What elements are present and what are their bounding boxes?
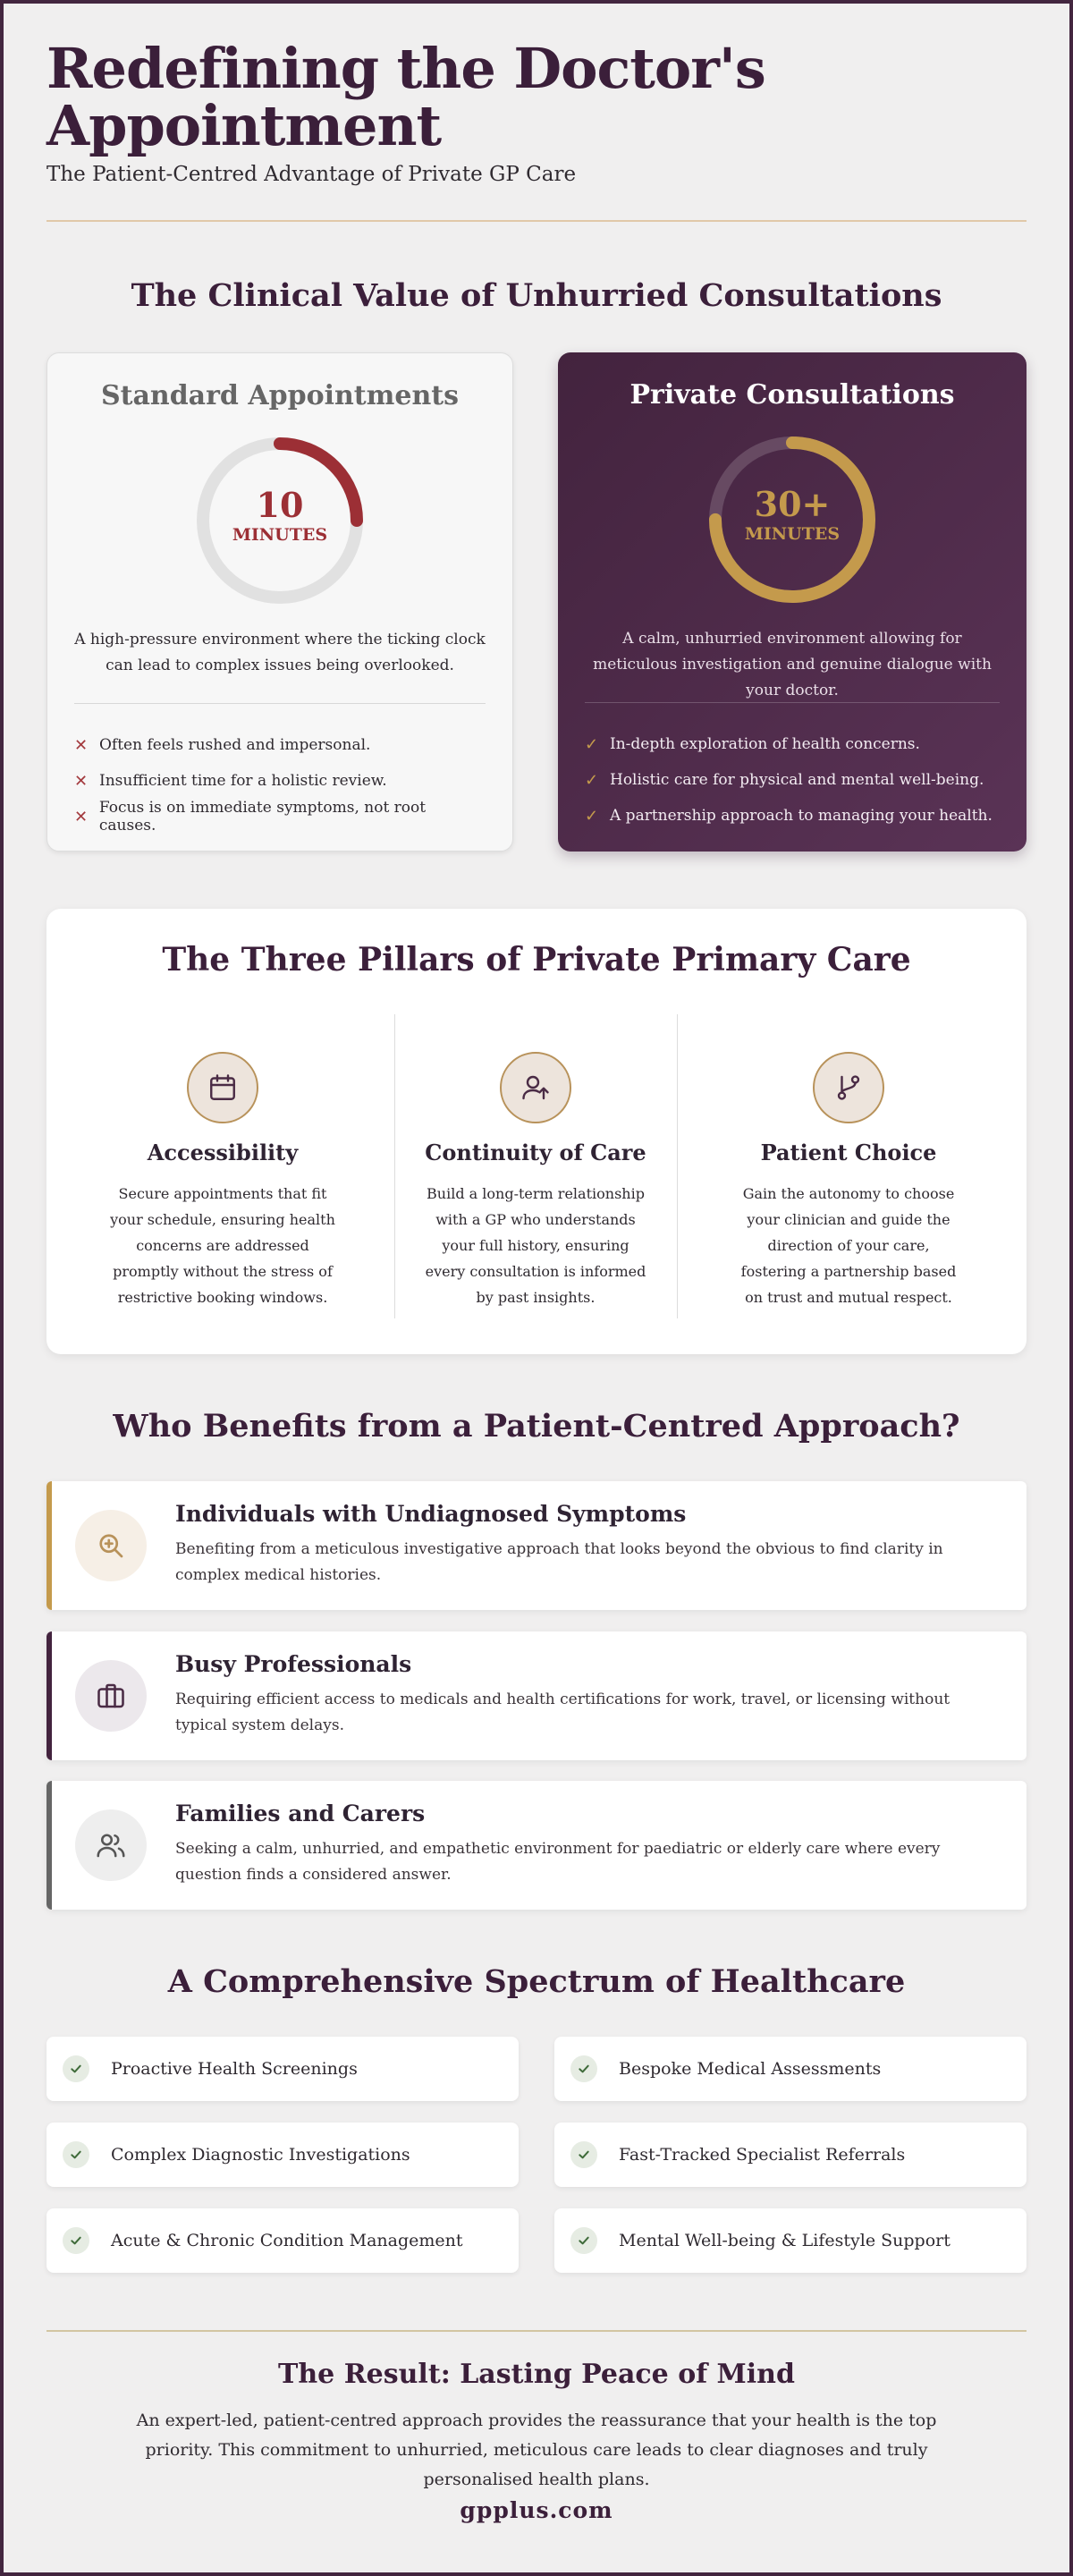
standard-minutes-unit: MINUTES bbox=[232, 525, 328, 545]
pillar-text: Secure appointments that fit your schedule, ensuring health concerns are addressed promptly without the stress of restrictive booking windows. bbox=[110, 1185, 335, 1306]
list-item bbox=[74, 727, 486, 763]
pillars-panel bbox=[46, 909, 1027, 1354]
service-item bbox=[554, 2037, 1027, 2101]
pillar-text: Gain the autonomy to choose your clinician and guide the direction of your care, fostering a partnership based on trust and mutual respect. bbox=[740, 1185, 957, 1306]
check-icon bbox=[570, 2141, 597, 2168]
point-text: A partnership approach to managing your health. bbox=[610, 807, 993, 825]
service-label: Fast-Tracked Specialist Referrals bbox=[619, 2145, 906, 2165]
list-item bbox=[585, 762, 1000, 798]
pillar-continuity bbox=[395, 1014, 676, 1318]
standard-points-list bbox=[74, 727, 486, 835]
check-icon bbox=[63, 2055, 89, 2082]
point-text: Insufficient time for a holistic review. bbox=[99, 772, 387, 790]
pillar-accessibility bbox=[82, 1014, 363, 1318]
benefit-text: Seeking a calm, unhurried, and empathetic environment for paediatric or elderly care where every question finds a considered answer. bbox=[175, 1840, 941, 1884]
private-minutes-unit: MINUTES bbox=[744, 524, 841, 544]
private-minutes-value: 30+ bbox=[754, 484, 831, 524]
standard-card-divider bbox=[74, 703, 486, 704]
result-title: The Result: Lasting Peace of Mind bbox=[278, 2359, 795, 2390]
benefit-accent-bar bbox=[46, 1481, 52, 1610]
standard-appointments-card bbox=[46, 352, 513, 852]
service-label: Complex Diagnostic Investigations bbox=[111, 2145, 410, 2165]
benefit-text: Requiring efficient access to medicals and health certifications for work, travel, or licensing without typical system delays. bbox=[175, 1690, 950, 1734]
service-item bbox=[554, 2123, 1027, 2187]
check-icon bbox=[63, 2227, 89, 2254]
list-item bbox=[74, 763, 486, 799]
standard-minutes-value: 10 bbox=[256, 485, 304, 525]
benefit-text: Benefiting from a meticulous investigative approach that looks beyond the obvious to find clarity in complex medical histories. bbox=[175, 1540, 943, 1584]
check-icon: ✓ bbox=[585, 770, 599, 790]
point-text: Holistic care for physical and mental well-being. bbox=[610, 771, 984, 789]
user-arrow-icon bbox=[500, 1052, 571, 1123]
pillar-title: Patient Choice bbox=[760, 1140, 937, 1165]
pillar-divider bbox=[677, 1014, 678, 1318]
pillar-title: Continuity of Care bbox=[425, 1140, 646, 1165]
page-title: Redefining the Doctor's Appointment bbox=[46, 36, 765, 158]
cross-icon: ✕ bbox=[74, 807, 89, 826]
benefit-busy-professionals bbox=[46, 1631, 1027, 1760]
check-icon: ✓ bbox=[585, 734, 599, 754]
service-label: Mental Well-being & Lifestyle Support bbox=[619, 2231, 950, 2250]
result-text: An expert-led, patient-centred approach provides the reassurance that your health is the top priority. This commitment to unhurried, meticulous care leads to clear diagnoses and truly personalised health plans. bbox=[136, 2411, 937, 2489]
website-link[interactable]: gpplus.com bbox=[460, 2497, 613, 2523]
service-item bbox=[46, 2208, 519, 2273]
cross-icon: ✕ bbox=[74, 771, 89, 791]
check-icon: ✓ bbox=[585, 806, 599, 826]
service-item bbox=[46, 2123, 519, 2187]
standard-time-ring bbox=[195, 436, 365, 606]
private-card-divider bbox=[585, 702, 1000, 703]
benefit-title: Individuals with Undiagnosed Symptoms bbox=[175, 1501, 687, 1527]
users-icon bbox=[75, 1809, 147, 1881]
check-icon bbox=[570, 2227, 597, 2254]
list-item bbox=[585, 726, 1000, 762]
service-item bbox=[46, 2037, 519, 2101]
pillar-title: Accessibility bbox=[147, 1140, 299, 1165]
benefit-undiagnosed-symptoms bbox=[46, 1481, 1027, 1610]
list-item bbox=[585, 798, 1000, 834]
standard-card-description: A high-pressure environment where the ticking clock can lead to complex issues being overlooked. bbox=[74, 631, 486, 674]
point-text: Focus is on immediate symptoms, not root causes. bbox=[98, 799, 427, 835]
check-icon bbox=[570, 2055, 597, 2082]
point-text: In-depth exploration of health concerns. bbox=[610, 735, 920, 753]
service-label: Proactive Health Screenings bbox=[111, 2059, 358, 2079]
pillar-text: Build a long-term relationship with a GP who understands your full history, ensuring every consultation is informed by past insights. bbox=[425, 1185, 646, 1306]
private-consultations-card bbox=[558, 352, 1027, 852]
check-icon bbox=[63, 2141, 89, 2168]
benefit-accent-bar bbox=[46, 1781, 52, 1910]
calendar-icon bbox=[187, 1052, 258, 1123]
header-divider bbox=[46, 220, 1027, 222]
service-label: Bespoke Medical Assessments bbox=[619, 2059, 882, 2079]
magnify-plus-icon bbox=[75, 1510, 147, 1581]
benefit-families-carers bbox=[46, 1781, 1027, 1910]
private-time-ring bbox=[707, 435, 877, 605]
standard-card-title: Standard Appointments bbox=[100, 380, 460, 411]
benefit-title: Families and Carers bbox=[175, 1801, 426, 1826]
benefits-section-title: Who Benefits from a Patient-Centred Approach? bbox=[113, 1408, 960, 1445]
branch-icon bbox=[813, 1052, 884, 1123]
services-section-title: A Comprehensive Spectrum of Healthcare bbox=[167, 1963, 906, 2000]
comparison-section-title: The Clinical Value of Unhurried Consultations bbox=[131, 277, 942, 314]
pillars-section-title: The Three Pillars of Private Primary Care bbox=[162, 941, 911, 979]
page-subtitle: The Patient-Centred Advantage of Private GP Care bbox=[46, 163, 577, 186]
private-card-description: A calm, unhurried environment allowing for meticulous investigation and genuine dialogue with your doctor. bbox=[593, 630, 992, 699]
list-item bbox=[74, 799, 486, 835]
pillar-patient-choice bbox=[708, 1014, 989, 1318]
service-item bbox=[554, 2208, 1027, 2273]
private-points-list bbox=[585, 726, 1000, 834]
result-divider bbox=[46, 2330, 1027, 2332]
benefit-accent-bar bbox=[46, 1631, 52, 1760]
benefit-title: Busy Professionals bbox=[175, 1651, 412, 1677]
point-text: Often feels rushed and impersonal. bbox=[99, 736, 371, 754]
briefcase-icon bbox=[75, 1660, 147, 1732]
private-card-title: Private Consultations bbox=[629, 379, 955, 411]
service-label: Acute & Chronic Condition Management bbox=[111, 2231, 463, 2250]
cross-icon: ✕ bbox=[74, 735, 89, 755]
